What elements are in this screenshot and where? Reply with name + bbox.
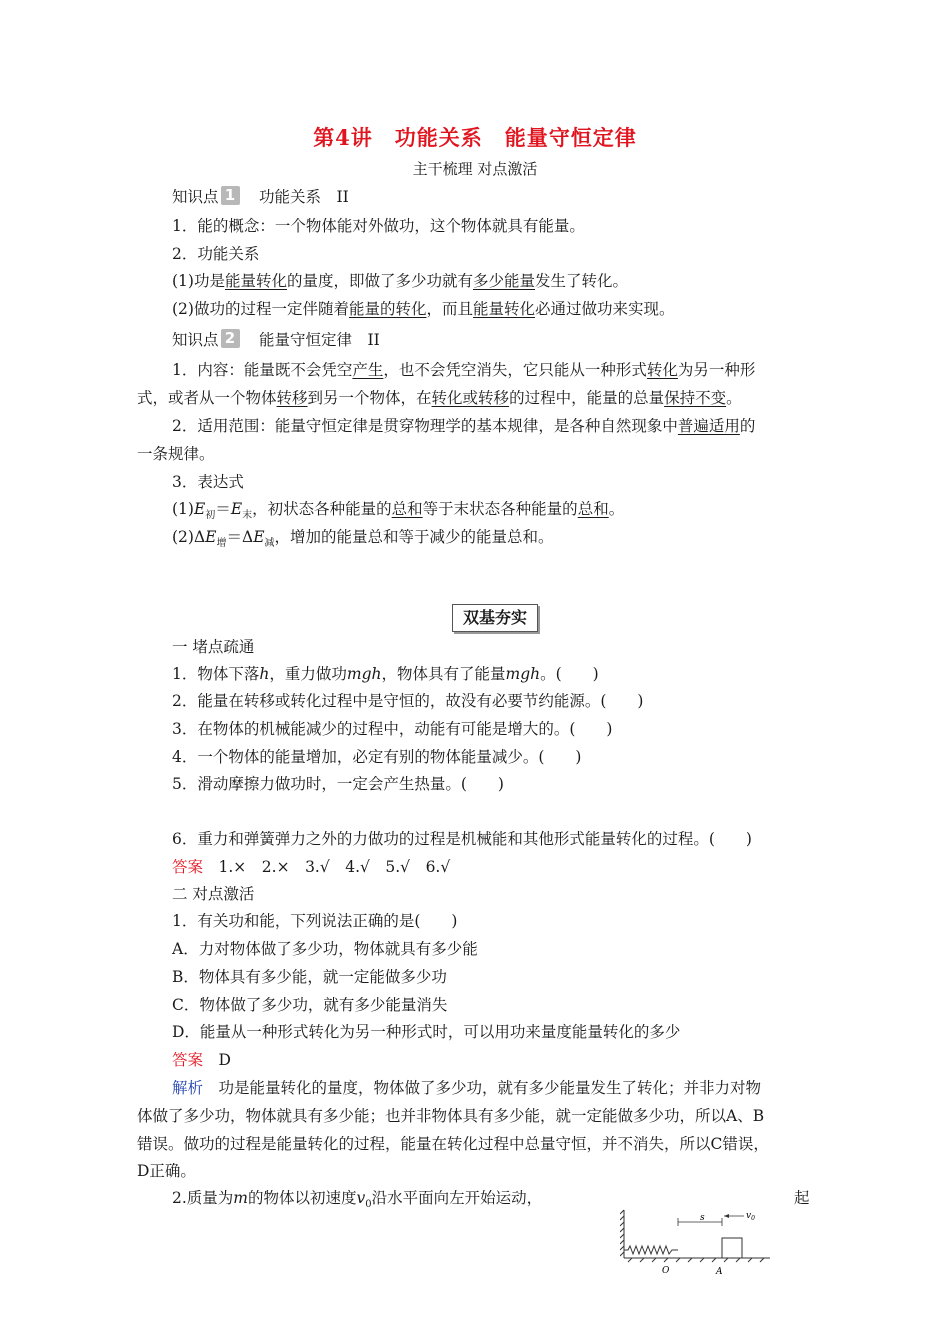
text: 。	[726, 389, 742, 407]
symbol: E	[230, 500, 243, 518]
question-1	[172, 663, 599, 685]
symbol: v	[356, 1189, 366, 1207]
text: ＝Δ	[226, 528, 254, 546]
blank-answer: 多少能量	[473, 272, 536, 290]
answer-label: 答案	[172, 858, 204, 876]
kp-name: 能量守恒定律 II	[259, 331, 380, 349]
blank-answer: 总和	[391, 500, 423, 518]
section-heading: 二 对点激活	[172, 885, 255, 903]
text-line	[172, 270, 628, 292]
text: 1．物体下落	[172, 665, 260, 683]
subscript: 0	[365, 1199, 372, 1211]
text: 的	[739, 417, 756, 435]
text: ，重力做功	[269, 665, 347, 683]
answer-text: 1.× 2.× 3.√ 4.√ 5.√ 6.√	[203, 858, 451, 876]
text: ，初状态各种能量的	[252, 500, 392, 518]
wall-icon	[620, 1210, 624, 1258]
label-o: O	[662, 1266, 670, 1276]
answer-text: D	[203, 1051, 231, 1069]
explanation-line: D正确。	[137, 1162, 196, 1180]
text: (1)功是	[172, 272, 225, 290]
text: ，也不会凭空消失，它只能从一种形式	[383, 361, 647, 379]
formula-line	[172, 498, 624, 527]
blank-answer: 能量的转化	[348, 300, 427, 318]
text: 1．内容：能量既不会凭空	[172, 361, 353, 379]
text: 等于末状态各种能量的	[422, 500, 578, 518]
explanation-line: 错误。做功的过程是能量转化的过程，能量在转化过程中总量守恒，并不消失，所以C错误，	[137, 1135, 769, 1153]
text: 2.质量为	[172, 1189, 234, 1207]
subscript: 增	[216, 538, 227, 550]
label-a: A	[716, 1267, 723, 1277]
blank-answer: 产生	[352, 361, 384, 379]
subscript: 末	[242, 510, 253, 522]
blank-answer: 普遍适用	[677, 417, 740, 435]
symbol: E	[205, 528, 217, 546]
option-d: D．能量从一种形式转化为另一种形式时，可以用功来量度能量转化的多少	[172, 1023, 681, 1041]
symbol: h	[259, 665, 270, 683]
ground-line	[624, 1258, 770, 1262]
text-line	[137, 387, 742, 409]
subscript: 初	[205, 510, 216, 522]
question-4: 4．一个物体的能量增加，必定有别的物体能量减少。( )	[172, 748, 582, 766]
subscript: 减	[264, 538, 275, 550]
block-icon	[722, 1238, 742, 1258]
spring-block-figure	[620, 1208, 770, 1278]
question-3: 3．在物体的机械能减少的过程中，动能有可能是增大的。( )	[172, 720, 613, 738]
section-heading: 一 堵点疏通	[172, 638, 255, 656]
kp-label: 知识点	[172, 188, 219, 206]
explanation-label: 解析	[172, 1079, 204, 1097]
blank-answer: 转化	[646, 361, 678, 379]
answer-line	[172, 856, 450, 878]
number-badge-icon: 2	[221, 329, 240, 348]
symbol: m	[233, 1189, 248, 1207]
arrow-head-icon	[724, 1214, 729, 1218]
kp-name: 功能关系 II	[259, 188, 349, 206]
text: 发生了转化。	[535, 272, 629, 290]
question-2: 2．能量在转移或转化过程中是守恒的，故没有必要节约能源。( )	[172, 692, 644, 710]
text: 。	[608, 500, 625, 518]
text: ，增加的能量总和等于减少的能量总和。	[274, 528, 554, 546]
blank-answer: 转移	[276, 389, 308, 407]
text: (1)	[172, 500, 194, 518]
text-line	[172, 359, 755, 381]
question-6: 6．重力和弹簧弹力之外的力做功的过程是机械能和其他形式能量转化的过程。( )	[172, 830, 752, 848]
kp-label: 知识点	[172, 331, 219, 349]
blank-answer: 总和	[577, 500, 609, 518]
blank-answer: 转化或转移	[431, 389, 510, 407]
label-s: s	[700, 1213, 705, 1223]
text-line: 3．表达式	[172, 473, 244, 491]
explanation-line	[172, 1077, 761, 1099]
answer-label: 答案	[172, 1051, 204, 1069]
text: 的物体以初速度	[248, 1189, 357, 1207]
text: 必通过做功来实现。	[535, 300, 675, 318]
formula-line	[172, 526, 554, 555]
knowledge-point-1-heading	[172, 186, 349, 208]
text: (2)Δ	[172, 528, 206, 546]
text: 到另一个物体，在	[307, 389, 432, 407]
text: 沿水平面向左开始运动，	[371, 1189, 543, 1207]
lesson-title: 第4讲 功能关系 能量守恒定律	[313, 125, 637, 150]
text: (2)做功的过程一定伴随着	[172, 300, 349, 318]
mc-question: 1．有关功和能，下列说法正确的是( )	[172, 912, 458, 930]
symbol: E	[193, 500, 206, 518]
text-line-end: 起	[794, 1189, 810, 1207]
number-badge-icon: 1	[221, 186, 240, 205]
text: ＝	[215, 500, 231, 518]
lesson-subtitle: 主干梳理 对点激活	[412, 160, 538, 178]
text: 式，或者从一个物体	[137, 389, 277, 407]
text: 为另一种形	[677, 361, 756, 379]
text-line: 1．能的概念：一个物体能对外做功，这个物体就具有能量。	[172, 217, 585, 235]
answer-line	[172, 1049, 231, 1071]
blank-answer: 能量转化	[224, 272, 287, 290]
question-2-stem	[172, 1187, 542, 1216]
question-5: 5．滑动摩擦力做功时，一定会产生热量。( )	[172, 775, 504, 793]
symbol: E	[253, 528, 265, 546]
option-a: A．力对物体做了多少功，物体就具有多少能	[172, 940, 478, 958]
text: ，而且	[426, 300, 473, 318]
section-box-title: 双基夯实	[452, 604, 538, 632]
symbol: mgh	[505, 665, 541, 683]
blank-answer: 能量转化	[473, 300, 536, 318]
text-line	[172, 415, 755, 437]
text-line: 一条规律。	[137, 445, 215, 463]
option-c: C．物体做了多少功，就有多少能量消失	[172, 996, 448, 1014]
explanation-line: 体做了多少功，物体就具有多少能；也并非物体具有多少能，就一定能做多少功，所以A、B	[137, 1107, 765, 1125]
symbol: mgh	[346, 665, 382, 683]
text: 。( )	[540, 665, 599, 683]
label-v0: $v_0$	[746, 1211, 755, 1222]
knowledge-point-2-heading	[172, 329, 380, 351]
text: 功是能量转化的量度，物体做了多少功，就有多少能量发生了转化；并非力对物	[203, 1079, 762, 1097]
spring-icon	[624, 1246, 678, 1254]
option-b: B．物体具有多少能，就一定能做多少功	[172, 968, 447, 986]
text-line	[172, 298, 675, 320]
blank-answer: 保持不变	[664, 389, 727, 407]
text-line: 2．功能关系	[172, 245, 260, 263]
text: 的量度，即做了多少功就有	[286, 272, 473, 290]
text: 2．适用范围：能量守恒定律是贯穿物理学的基本规律，是各种自然现象中	[172, 417, 678, 435]
text: ，物体具有了能量	[381, 665, 506, 683]
text: 的过程中，能量的总量	[509, 389, 665, 407]
